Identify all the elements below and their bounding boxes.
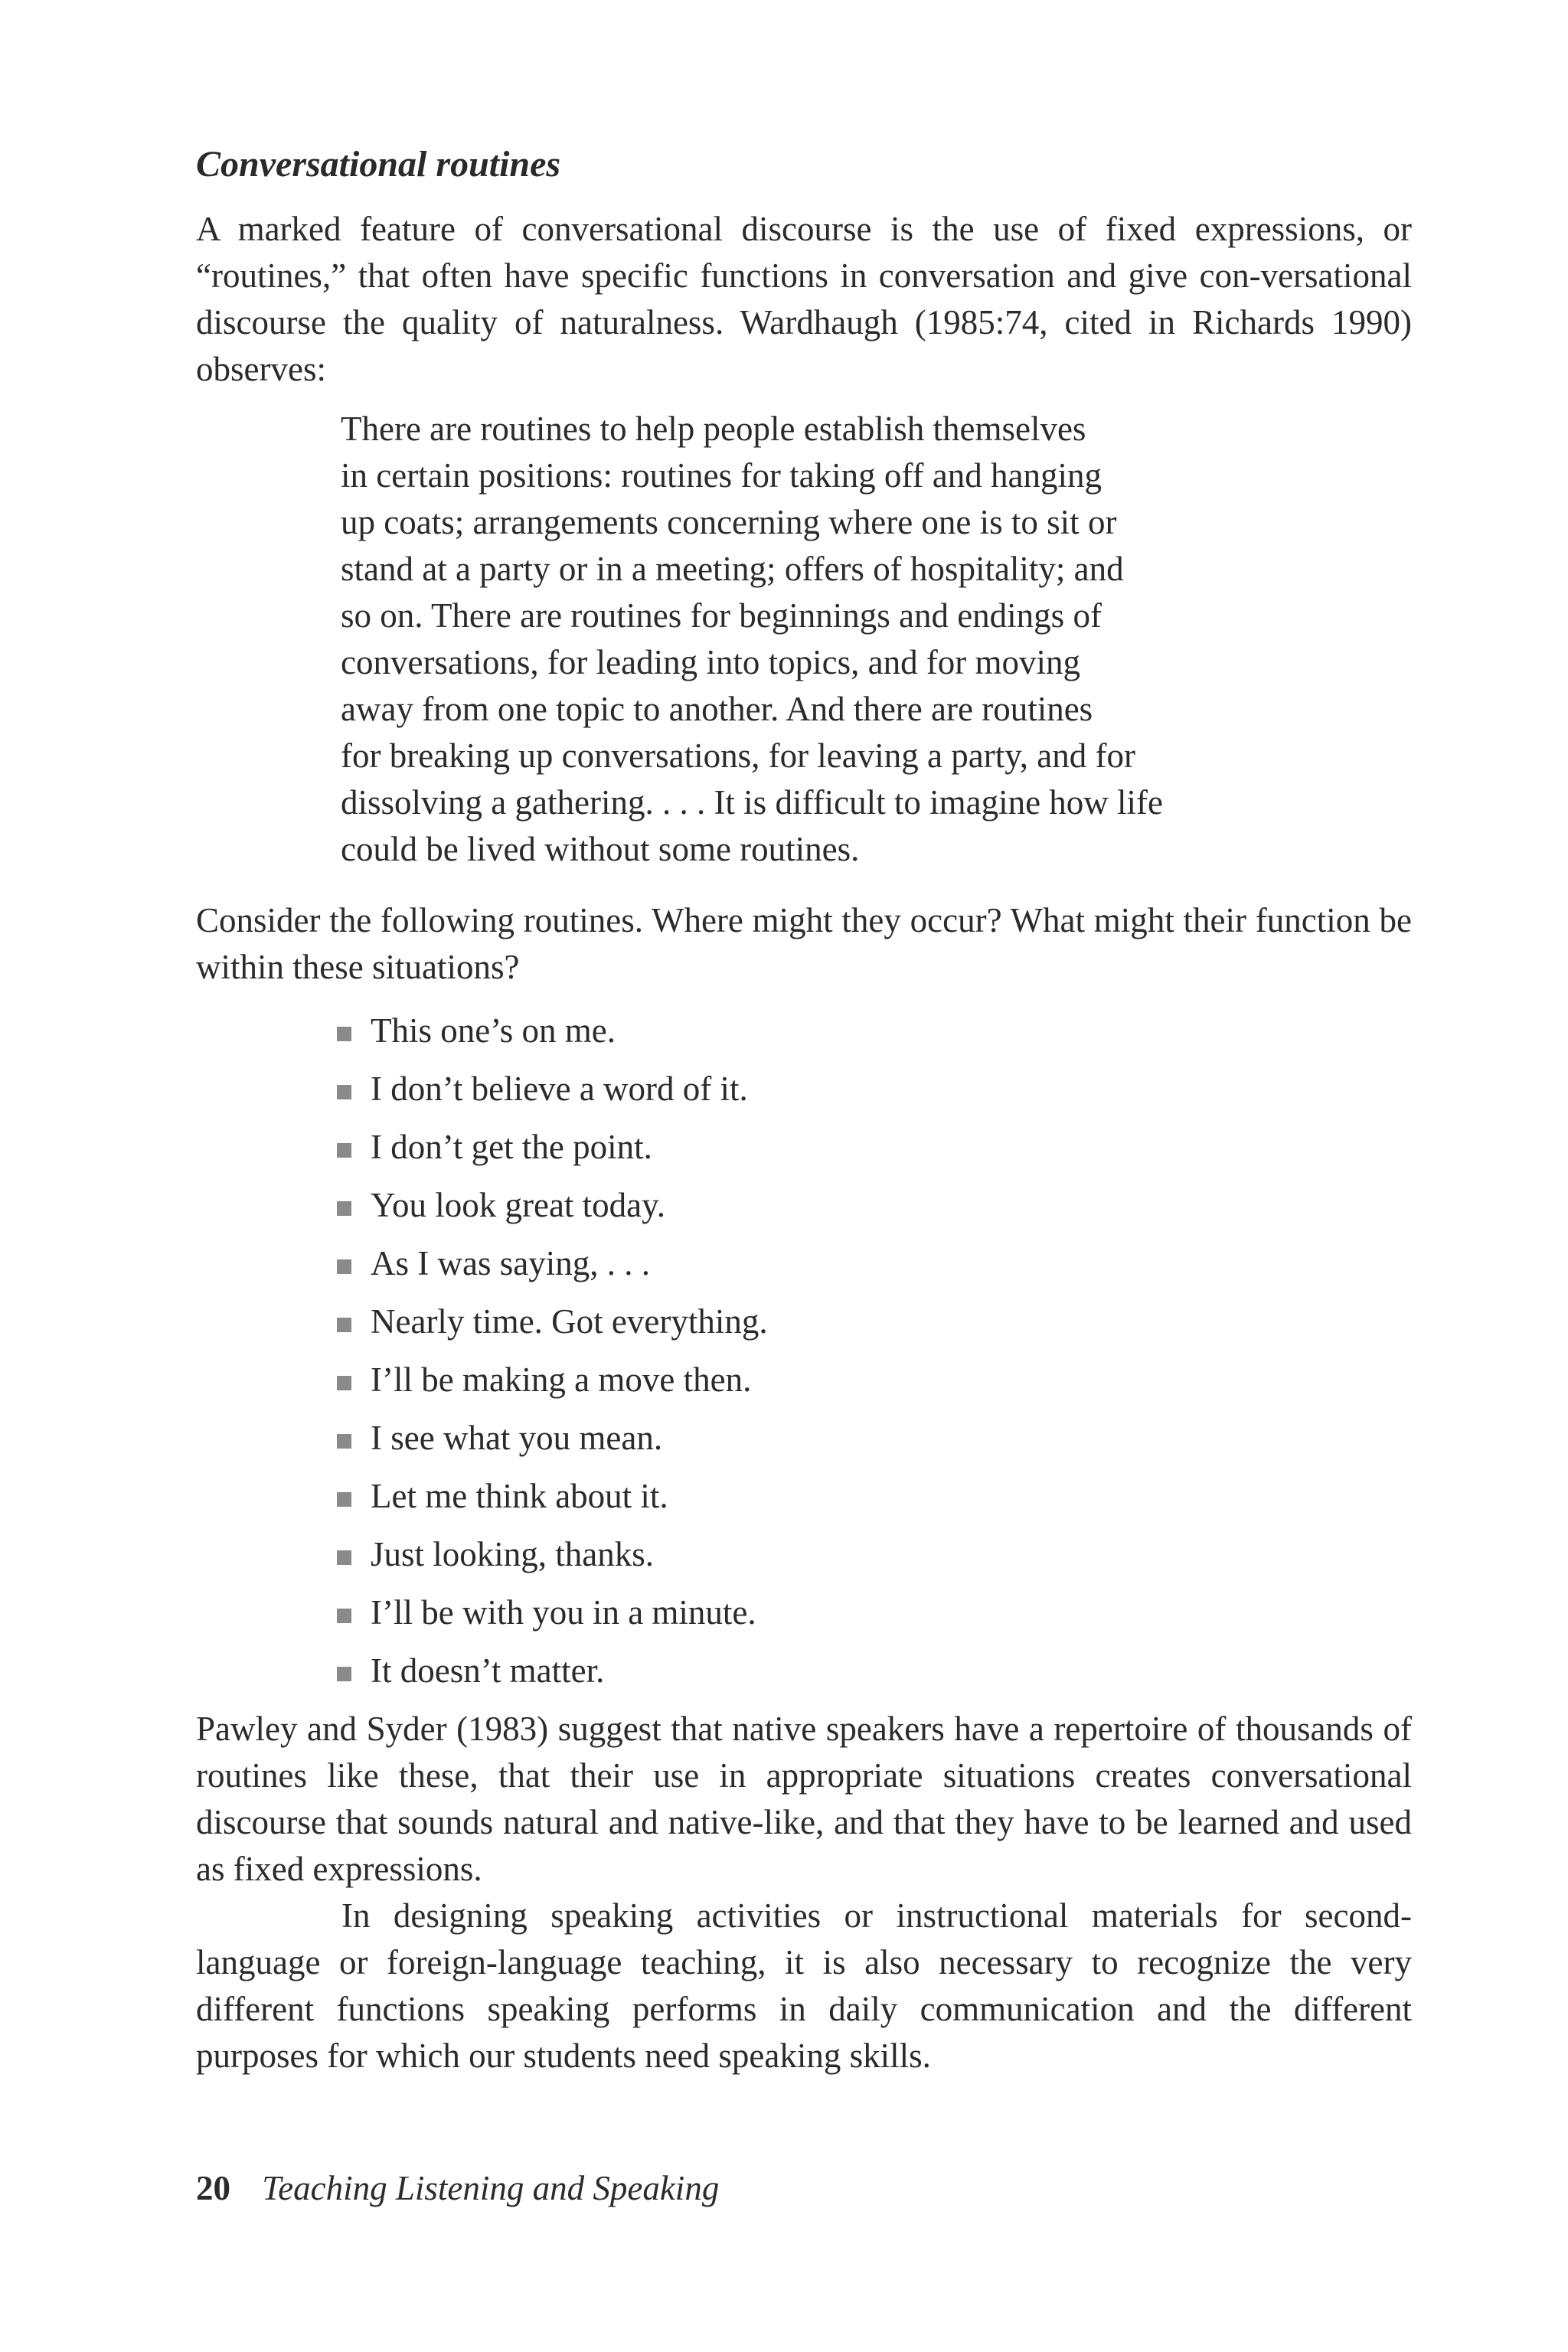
- square-bullet-icon: [337, 1667, 351, 1681]
- quote-line: stand at a party or in a meeting; offers of hospitality; and: [341, 550, 1124, 588]
- routine-text: I don’t get the point.: [371, 1128, 652, 1166]
- list-item: [337, 1234, 768, 1292]
- square-bullet-icon: [337, 1143, 351, 1158]
- running-title: Teaching Listening and Speaking: [262, 2169, 720, 2207]
- quote-line: for breaking up conversations, for leaving a party, and for: [341, 737, 1135, 775]
- square-bullet-icon: [337, 1318, 351, 1332]
- routine-text: I see what you mean.: [371, 1419, 663, 1457]
- quote-line: There are routines to help people establish themselves: [341, 410, 1086, 448]
- quote-line: away from one topic to another. And there are routines: [341, 690, 1093, 728]
- list-item: [337, 1292, 768, 1351]
- square-bullet-icon: [337, 1492, 351, 1507]
- intro-paragraph: A marked feature of conversational discourse is the use of fixed expressions, or “routines,” that often have specific functions in conversation and give con-versational discourse the quality of naturalness. Wardhaugh (1985:74, cited in Richards 1990) observes:: [196, 210, 1412, 388]
- list-item: [337, 1583, 768, 1642]
- routine-text: It doesn’t matter.: [371, 1651, 605, 1690]
- page-footer: [196, 2165, 719, 2211]
- square-bullet-icon: [337, 1201, 351, 1216]
- routine-text: Just looking, thanks.: [371, 1535, 655, 1573]
- quote-line: conversations, for leading into topics, and for moving: [341, 643, 1081, 681]
- routine-text: I’ll be with you in a minute.: [371, 1593, 756, 1632]
- list-item: [337, 1409, 768, 1467]
- quote-line: so on. There are routines for beginnings and endings of: [341, 596, 1102, 635]
- routine-text: Let me think about it.: [371, 1477, 668, 1515]
- square-bullet-icon: [337, 1027, 351, 1041]
- consider-paragraph: Consider the following routines. Where might they occur? What might their function be within these situations?: [196, 901, 1412, 986]
- square-bullet-icon: [337, 1434, 351, 1449]
- block-quote: [341, 406, 1305, 873]
- list-item: [337, 1525, 768, 1583]
- routine-text: Nearly time. Got everything.: [371, 1302, 768, 1341]
- square-bullet-icon: [337, 1259, 351, 1274]
- quote-line: in certain positions: routines for taking off and hanging: [341, 456, 1102, 495]
- routine-text: This one’s on me.: [371, 1011, 616, 1050]
- list-item: [337, 1001, 768, 1060]
- routine-text: I don’t believe a word of it.: [371, 1070, 748, 1108]
- list-item: [337, 1351, 768, 1409]
- list-item: [337, 1118, 768, 1176]
- list-item: [337, 1176, 768, 1234]
- quote-line: up coats; arrangements concerning where one is to sit or: [341, 503, 1117, 541]
- routines-list: [337, 1001, 768, 1700]
- routine-text: You look great today.: [371, 1186, 665, 1224]
- pawley-paragraph: Pawley and Syder (1983) suggest that native speakers have a repertoire of thousands of routines like these, that their use in appropriate situations creates conversational discourse that sounds natural and native-like, and that they have to be learned and used as fixed expressions.: [196, 1710, 1412, 1888]
- routine-text: I’ll be making a move then.: [371, 1361, 752, 1399]
- list-item: [337, 1060, 768, 1118]
- square-bullet-icon: [337, 1550, 351, 1565]
- list-item: [337, 1467, 768, 1525]
- square-bullet-icon: [337, 1609, 351, 1623]
- square-bullet-icon: [337, 1085, 351, 1099]
- quote-line: could be lived without some routines.: [341, 830, 860, 868]
- list-item: [337, 1642, 768, 1700]
- routine-text: As I was saying, . . .: [371, 1244, 650, 1282]
- square-bullet-icon: [337, 1376, 351, 1390]
- designing-paragraph: In designing speaking activities or instructional materials for second-language or foreign-language teaching, it is also necessary to recognize the very different functions speaking performs in daily communication and the different purposes for which our students need speaking skills.: [196, 1896, 1412, 2075]
- section-heading: Conversational routines: [196, 144, 561, 185]
- page-number: 20: [196, 2169, 230, 2207]
- quote-line: dissolving a gathering. . . . It is difficult to imagine how life: [341, 783, 1164, 822]
